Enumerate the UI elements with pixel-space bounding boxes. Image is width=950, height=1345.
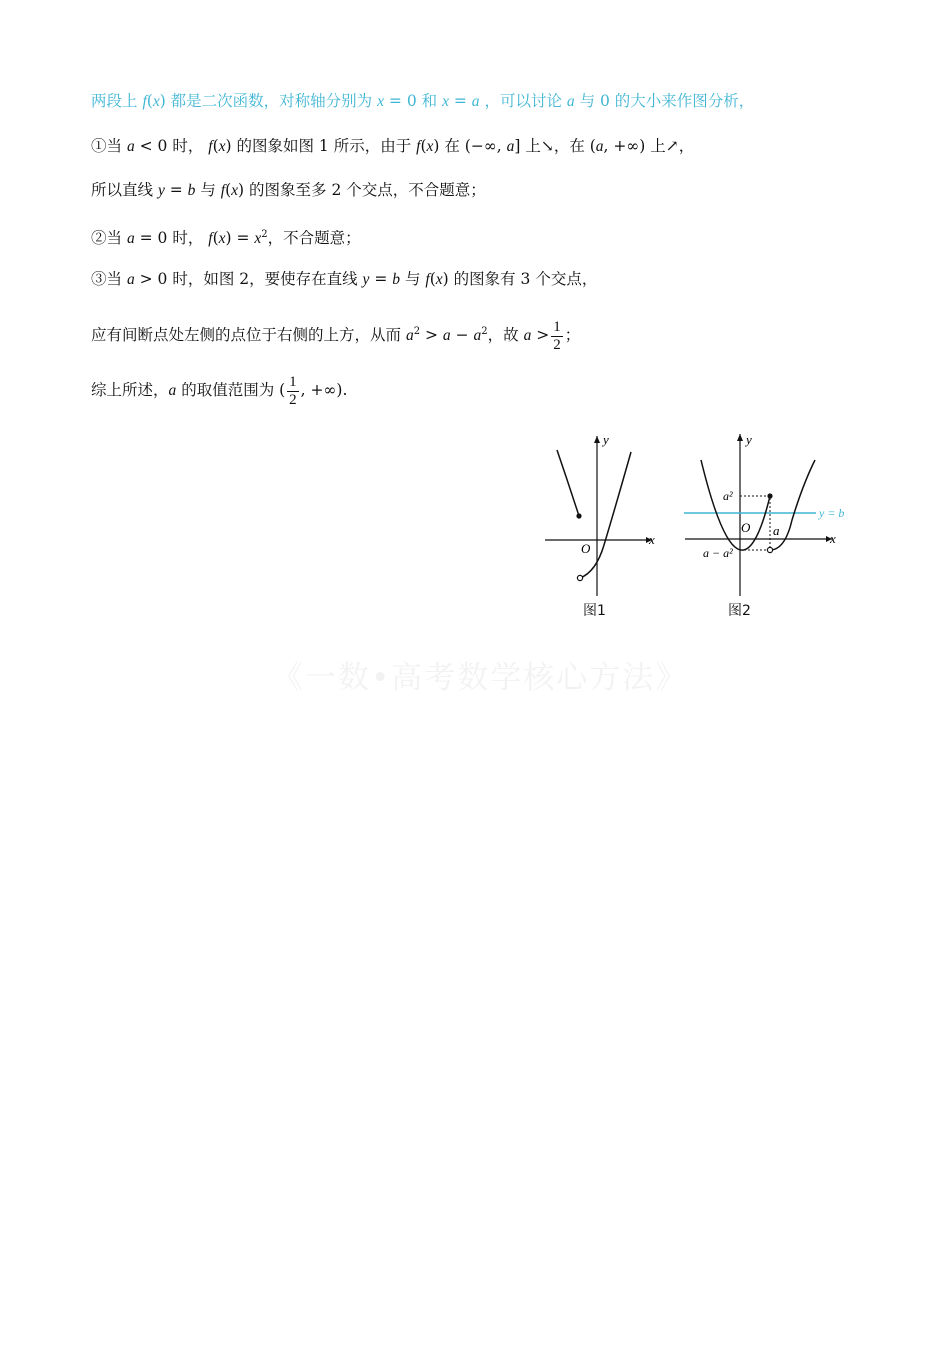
figure-2-caption: 图2 xyxy=(728,603,751,619)
text-line-5: ③当 a > 0 时，如图 2，要使存在直线 y = b 与 f(x) 的图象有 3 个交点， xyxy=(91,270,598,288)
figure-1-caption: 图1 xyxy=(583,603,606,619)
fig2-label-a: a xyxy=(773,523,780,538)
fig1-open-dot xyxy=(577,575,582,580)
fig1-origin-label: O xyxy=(581,541,591,556)
fig2-line-label: y = b xyxy=(819,506,845,520)
fig2-label-a2: a² xyxy=(723,489,733,503)
fig1-left-branch xyxy=(557,450,579,516)
watermark: 《一数•高考数学核心方法》 xyxy=(272,660,689,696)
fig1-right-branch xyxy=(580,452,631,578)
fig2-x-label: x xyxy=(830,531,836,546)
figure-1 xyxy=(540,428,665,598)
fig2-left-parabola xyxy=(701,460,770,550)
fig1-x-label: x xyxy=(649,532,655,547)
fig2-closed-dot xyxy=(767,493,772,498)
fig2-open-dot xyxy=(767,547,772,552)
text-line-1 xyxy=(91,90,754,113)
text-line-3: 所以直线 y = b 与 f(x) 的图象至多 2 个交点，不合题意； xyxy=(91,181,486,199)
fig2-origin-label: O xyxy=(741,520,751,535)
text-line-7: 综上所述，a 的取值范围为 ( $\frac{1}{2}$ , +∞). xyxy=(91,373,348,408)
fig1-y-arrow-icon xyxy=(594,436,600,443)
figure-2 xyxy=(680,428,860,598)
fraction-half-2: $\frac{1}{2}$ xyxy=(289,373,297,408)
text-line-6: 应有间断点处左侧的点位于右侧的上方，从而 $a^2 > a - a^2$，故 a > $\frac{1}{2}$ ； xyxy=(91,318,581,353)
fig2-y-arrow-icon xyxy=(737,434,743,441)
fig2-y-label: y xyxy=(746,432,752,447)
fraction-half: $\frac{1}{2}$ xyxy=(553,318,561,353)
fig1-closed-dot xyxy=(576,513,581,518)
text-line-4: ②当 a = 0 时， $f(x) = x^2$，不合题意； xyxy=(91,229,361,248)
fig2-label-a-minus-a2: a − a² xyxy=(703,546,733,560)
fig1-y-label: y xyxy=(603,432,609,447)
line-1-content: 两段上 f(x) 都是二次函数，对称轴分别为 x = 0 和 x = a ，可以讨论 a 与 0 的大小来作图分析， xyxy=(91,92,755,110)
text-line-2: ①当 a < 0 时， f(x) 的图象如图 1 所示，由于 f(x) 在 (−∞, a] 上↘，在 (a, +∞) 上↗， xyxy=(91,137,695,155)
